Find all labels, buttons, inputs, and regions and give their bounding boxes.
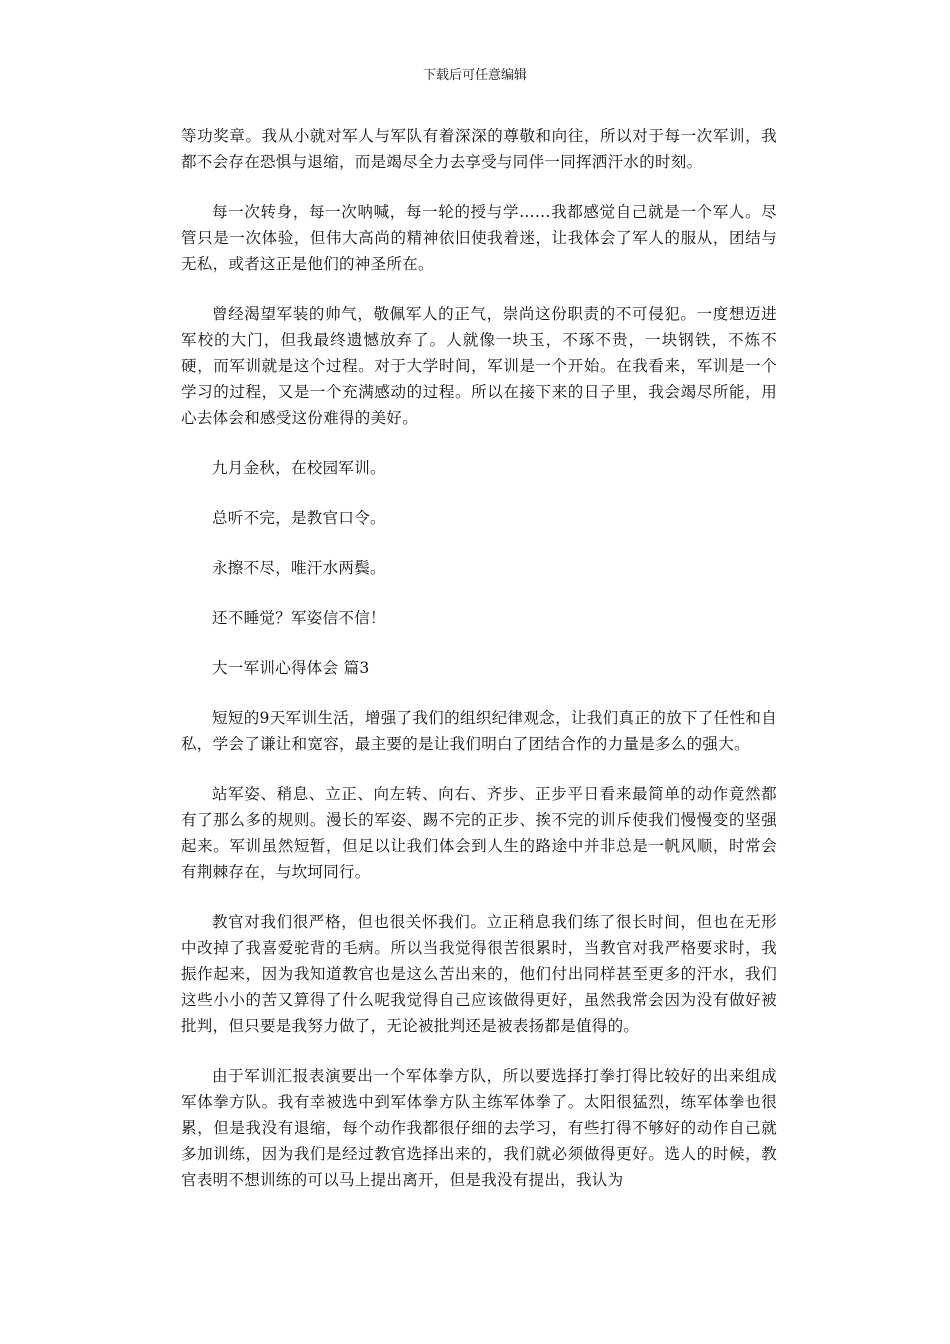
poem-line: 还不睡觉？军姿信不信！ [212,609,386,627]
paragraph: 每一次转身，每一次呐喊，每一轮的授与学……我都感觉自己就是一个军人。尽管只是一次体验，但伟大高尚的精神依旧使我着迷，让我体会了军人的服从，团结与无私，或者这正是他们的神圣所在。 [181,203,777,273]
document-body [181,123,777,1217]
page-header: 下载后可任意编辑 [422,68,527,83]
poem-line: 九月金秋，在校园军训。 [212,459,386,477]
paragraph: 教官对我们很严格，但也很关怀我们。立正稍息我们练了很长时间，但也在无形中改掉了我喜爱驼背的毛病。所以当我觉得很苦很累时，当教官对我严格要求时，我振作起来，因为我知道教官也是这么苦出来的，他们付出同样甚至更多的汗水，我们这些小小的苦又算得了什么呢我觉得自己应该做得更好，虽然我常会因为没有做好被批判，但只要是我努力做了，无论被批判还是被表扬都是值得的。 [181,913,777,1035]
poem-line: 永擦不尽，唯汗水两鬓。 [212,559,386,577]
section-heading: 大一军训心得体会 篇3 [212,659,370,677]
paragraph: 由于军训汇报表演要出一个军体拳方队，所以要选择打拳打得比较好的出来组成军体拳方队。我有幸被选中到军体拳方队主练军体拳了。太阳很猛烈，练军体拳也很累，但是我没有退缩，每个动作我都很仔细的去学习，有些打得不够好的动作自己就多加训练，因为我们是经过教官选择出来的，我们就必须做得更好。选人的时候，教官表明不想训练的可以马上提出离开，但是我没有提出，我认为 [181,1067,777,1189]
paragraph: 曾经渴望军装的帅气，敬佩军人的正气，崇尚这份职责的不可侵犯。一度想迈进军校的大门，但我最终遗憾放弃了。人就像一块玉，不琢不贵，一块钢铁，不炼不硬，而军训就是这个过程。对于大学时间，军训是一个开始。在我看来，军训是一个学习的过程，又是一个充满感动的过程。所以在接下来的日子里，我会竭尽所能，用心去体会和感受这份难得的美好。 [181,305,777,427]
poem-line: 总听不完，是教官口令。 [212,509,386,527]
paragraph-continued: 等功奖章。我从小就对军人与军队有着深深的尊敬和向往，所以对于每一次军训，我都不会存在恐惧与退缩，而是竭尽全力去享受与同伴一同挥洒汗水的时刻。 [181,127,777,171]
paragraph: 短短的9天军训生活，增强了我们的组织纪律观念，让我们真正的放下了任性和自私，学会了谦让和宽容，最主要的是让我们明白了团结合作的力量是多么的强大。 [181,709,777,753]
paragraph: 站军姿、稍息、立正、向左转、向右、齐步、正步平日看来最简单的动作竟然都有了那么多的规则。漫长的军姿、踢不完的正步、挨不完的训斥使我们慢慢变的坚强起来。军训虽然短暂，但足以让我们体会到人生的路途中并非总是一帆风顺，时常会有荆棘存在，与坎坷同行。 [181,785,777,881]
